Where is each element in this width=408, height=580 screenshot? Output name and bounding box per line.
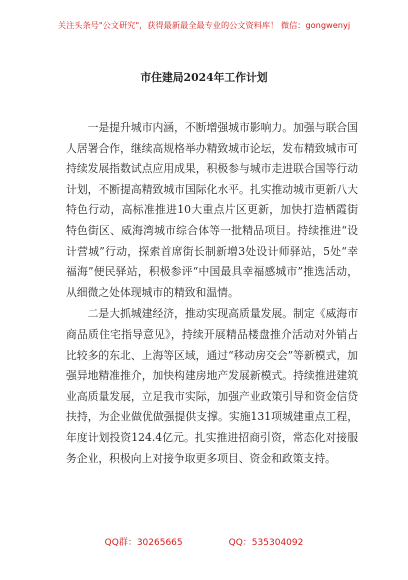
paragraph-2: 二是大抓城建经济，推动实现高质量发展。制定《威海市商品质住宅指导意见》，持续开展精品楼盘推介活动对外销占比较多的东北、上海等区域，通过“移动房交会”等新模式，加强异地精准推介，加快构建房地产发展新模式。持续推进建筑业高质量发展，立足我市实际，加强产业政策引导和资金信贷扶持，为企业做优做强提供支撑。实施131项城建重点工程，年度计划投资124.4亿元。扎实推进招商引资，常态化对接服务企业，积极向上对接争取更多项目、资金和政策支持。 <box>66 307 358 465</box>
footer-qq-group: QQ群：30265665 <box>104 538 183 548</box>
header-banner: 关注头条号"公文研究"，获得最新最全最专业的公文资料库！ 微信：gongwenyj <box>57 20 351 30</box>
document-title: 市住建局2024年工作计划 <box>140 71 268 84</box>
footer-qq-number: QQ：535304092 <box>228 538 304 548</box>
footer-contact <box>0 535 408 548</box>
paragraph-1: 一是提升城市内涵，不断增强城市影响力。加强与联合国人居署合作，继续高规格举办精致城市论坛，发布精致城市可持续发展指数试点应用成果，积极参与城市走进联合国等行动计划，不断提高精致城市国际化水平。扎实推动城市更新八大特色行动，高标准推进10大重点片区更新，加快打造栖霞街特色街区、威海湾城市综合体等一批精品项目。持续推进“设计营城”行动，探索首席街长制新增3处设计师驿站，5处“幸福海”便民驿站，积极参评“中国最具幸福感城市”推选活动，从细微之处体现城市的精致和温情。 <box>66 121 358 299</box>
document-body <box>66 118 358 470</box>
